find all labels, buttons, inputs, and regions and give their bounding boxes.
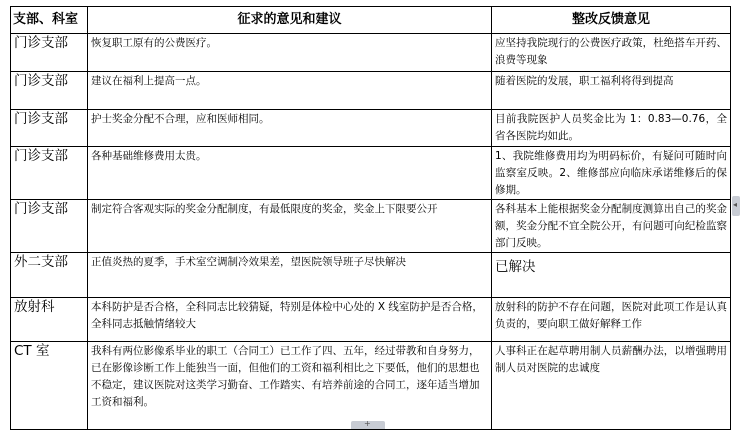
row-reply: 目前我院医护人员奖金比为 1：0.83—0.76，全省各医院均如此。 (492, 110, 731, 147)
row-dept: 门诊支部 (11, 34, 88, 72)
table-row (11, 298, 731, 342)
row-opinion: 我科有两位影像系毕业的职工（合同工）已工作了四、五年，经过带教和自身努力，已在影像诊断工作上能独当一面，但他们的工资和福利相比之下要低，他们的思想也不稳定，建议医院对这类学习勤奋、工作踏实、有培养前途的合同工，逐年适当增加工资和福利。 (88, 342, 492, 430)
row-dept: 门诊支部 (11, 200, 88, 253)
row-reply: 随着医院的发展，职工福利将得到提高 (492, 72, 731, 110)
row-dept: 门诊支部 (11, 110, 88, 147)
row-opinion: 制定符合客观实际的奖金分配制度，有最低限度的奖金，奖金上下限要公开 (88, 200, 492, 253)
plus-icon: + (364, 419, 371, 428)
table-row (11, 253, 731, 298)
feedback-table (10, 6, 731, 430)
row-opinion: 正值炎热的夏季，手术室空调制冷效果差，望医院领导班子尽快解决 (88, 253, 492, 298)
row-opinion: 各种基础维修费用太贵。 (88, 147, 492, 200)
table-row (11, 342, 731, 430)
collapse-arrow-icon: ◂ (733, 200, 738, 209)
row-opinion: 恢复职工原有的公费医疗。 (88, 34, 492, 72)
side-resize-handle[interactable] (732, 196, 740, 216)
row-opinion: 建议在福利上提高一点。 (88, 72, 492, 110)
table-row (11, 72, 731, 110)
row-reply: 1、我院维修费用均为明码标价，有疑问可随时向监察室反映。2、维修部应向临床承诺维修后的保修期。 (492, 147, 731, 200)
row-reply: 各科基本上能根据奖金分配制度测算出自己的奖金额，奖金分配不宜全院公开，有问题可向纪检监察部门反映。 (492, 200, 731, 253)
table-header-row (11, 7, 731, 34)
row-reply: 已解决 (492, 253, 731, 298)
header-reply: 整改反馈意见 (492, 7, 731, 34)
row-opinion: 本科防护是否合格，全科同志比较猜疑，特别是体检中心处的 X 线室防护是否合格，全科同志抵触情绪较大 (88, 298, 492, 342)
bottom-expand-handle[interactable] (351, 421, 385, 429)
row-dept: 放射科 (11, 298, 88, 342)
row-dept: CT 室 (11, 342, 88, 430)
header-dept: 支部、科室 (11, 7, 88, 34)
row-reply: 放射科的防护不存在问题，医院对此项工作是认真负责的，要向职工做好解释工作 (492, 298, 731, 342)
row-opinion: 护士奖金分配不合理，应和医师相同。 (88, 110, 492, 147)
row-dept: 门诊支部 (11, 72, 88, 110)
header-opinion: 征求的意见和建议 (88, 7, 492, 34)
table-row (11, 34, 731, 72)
table-row (11, 200, 731, 253)
row-dept: 门诊支部 (11, 147, 88, 200)
row-dept: 外二支部 (11, 253, 88, 298)
row-reply: 应坚持我院现行的公费医疗政策，杜绝搭车开药、浪费等现象 (492, 34, 731, 72)
table-row (11, 147, 731, 200)
row-reply: 人事科正在起草聘用制人员薪酬办法，以增强聘用制人员对医院的忠诚度 (492, 342, 731, 430)
table-row (11, 110, 731, 147)
